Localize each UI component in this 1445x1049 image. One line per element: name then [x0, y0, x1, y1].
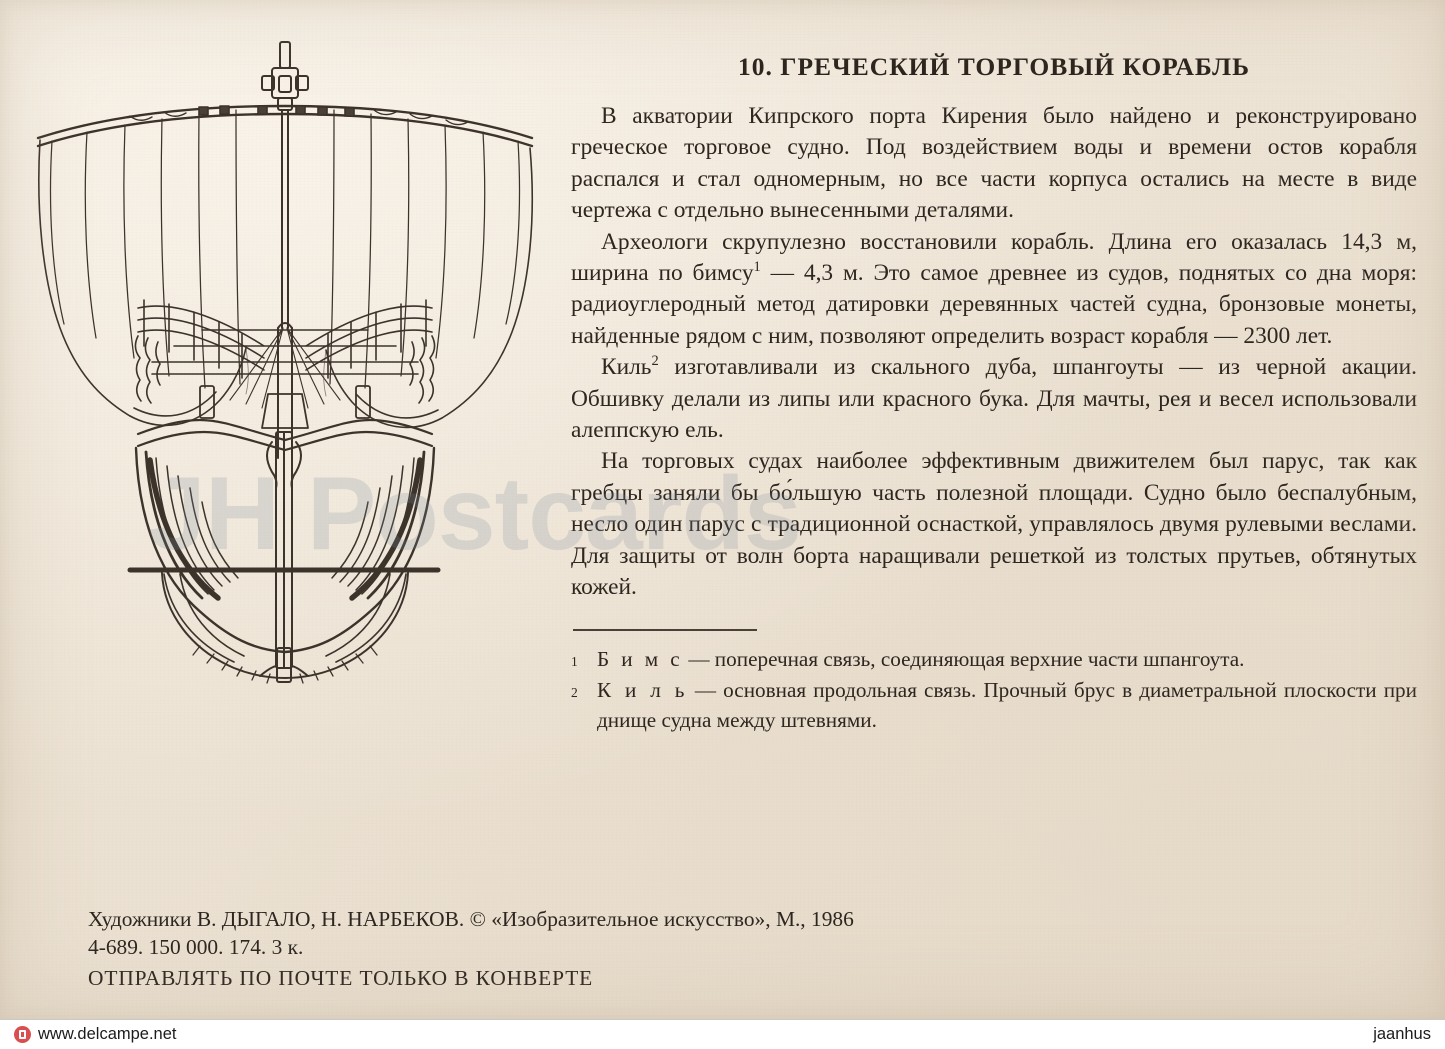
- footnote-1: [571, 645, 1417, 677]
- footnote-2: [571, 676, 1417, 735]
- delcampe-logo-icon: [14, 1026, 31, 1043]
- footnote-ref-1[interactable]: 1: [753, 259, 761, 276]
- yard-spar: [38, 106, 532, 146]
- seller-name[interactable]: jaanhus: [1373, 1025, 1431, 1043]
- footnote-2-text: — основная продольная связь. Прочный брус в диаметральной плоскости при днище судна между штевнями.: [597, 678, 1417, 732]
- mailing-notice: ОТПРАВЛЯТЬ ПО ПОЧТЕ ТОЛЬКО В КОНВЕРТЕ: [88, 966, 594, 990]
- deck-beams: [152, 330, 418, 374]
- masthead-finial: [262, 42, 308, 110]
- stem-post: [267, 432, 301, 668]
- footnote-2-term: К и л ь: [597, 678, 688, 703]
- paragraph-4-text: На торговых судах наиболее эффективным движителем был парус, так как гребцы заняли бы бо́льшую часть полезной площади. Судно было беспалубным, несло один парус с традиционной оснасткой, управлялось двумя рулевыми веслами. Для защиты от волн борта наращивали решеткой из толстых прутьев, обтянутых кожей.: [571, 448, 1417, 601]
- paragraph-2-text-a: Археологи скрупулезно восстановили корабль. Длина его оказалась 14,3 м, ширина по бимсу: [571, 228, 1417, 287]
- paragraph-2: [571, 227, 1417, 353]
- paragraph-3: [571, 352, 1417, 446]
- mast: [278, 110, 292, 458]
- page-title: 10. ГРЕЧЕСКИЙ ТОРГОВЫЙ КОРАБЛЬ: [738, 52, 1250, 81]
- mast-stays: [230, 328, 340, 408]
- footnote-1-marker: 1: [571, 653, 578, 669]
- ship-illustration: [34, 28, 554, 688]
- text-column: [571, 52, 1417, 735]
- sail-inner-shading: [246, 348, 326, 396]
- delcampe-bottom-bar: [0, 1019, 1445, 1049]
- footer: [88, 905, 1088, 993]
- paragraph-1: [571, 101, 1417, 227]
- paragraph-2-text-b: — 4,3 м. Это самое древнее из судов, поднятых со дна моря: радиоуглеродный метод датировки деревянных частей судна, бронзовые монеты, найденные рядом с ним, позволяют определить возраст корабля — 2300 лет.: [571, 260, 1417, 349]
- artists-and-copyright-line: Художники В. ДЫГАЛО, Н. НАРБЕКОВ. © «Изобразительное искусство», М., 1986: [88, 907, 854, 931]
- delcampe-site-label: www.delcampe.net: [38, 1025, 177, 1043]
- footnote-2-body: [597, 676, 1417, 735]
- paragraph-1-text: В акватории Кипрского порта Кирения было найдено и реконструировано греческое торговое судно. Под воздействием воды и времени остов корабля распался и стал одномерным, но все части корпуса остались на месте в виде чертежа с отдельно вынесенными деталями.: [571, 103, 1417, 224]
- paragraph-3-text-a: Киль: [601, 354, 652, 381]
- footnote-1-term: Б и м с: [597, 646, 684, 671]
- paragraph-3-text-b: изготавливали из скального дуба, шпангоуты — из черной акации. Обшивку делали из липы или красного бука. Для мачты, рея и весел использовали алеппскую ель.: [571, 354, 1417, 444]
- footnote-2-marker: 2: [571, 685, 578, 701]
- jh-postcards-watermark: JH Postcards: [148, 456, 801, 572]
- footnote-1-text: — поперечная связь, соединяющая верхние части шпангоута.: [683, 646, 1245, 671]
- delcampe-link[interactable]: [14, 1025, 177, 1044]
- footnote-separator: [573, 629, 757, 631]
- paragraph-4: [571, 446, 1417, 603]
- imprint-line: 4-689. 150 000. 174. 3 к.: [88, 935, 304, 959]
- footnote-1-body: [597, 645, 1417, 677]
- footnote-ref-2[interactable]: 2: [651, 353, 659, 370]
- sail: [39, 140, 532, 427]
